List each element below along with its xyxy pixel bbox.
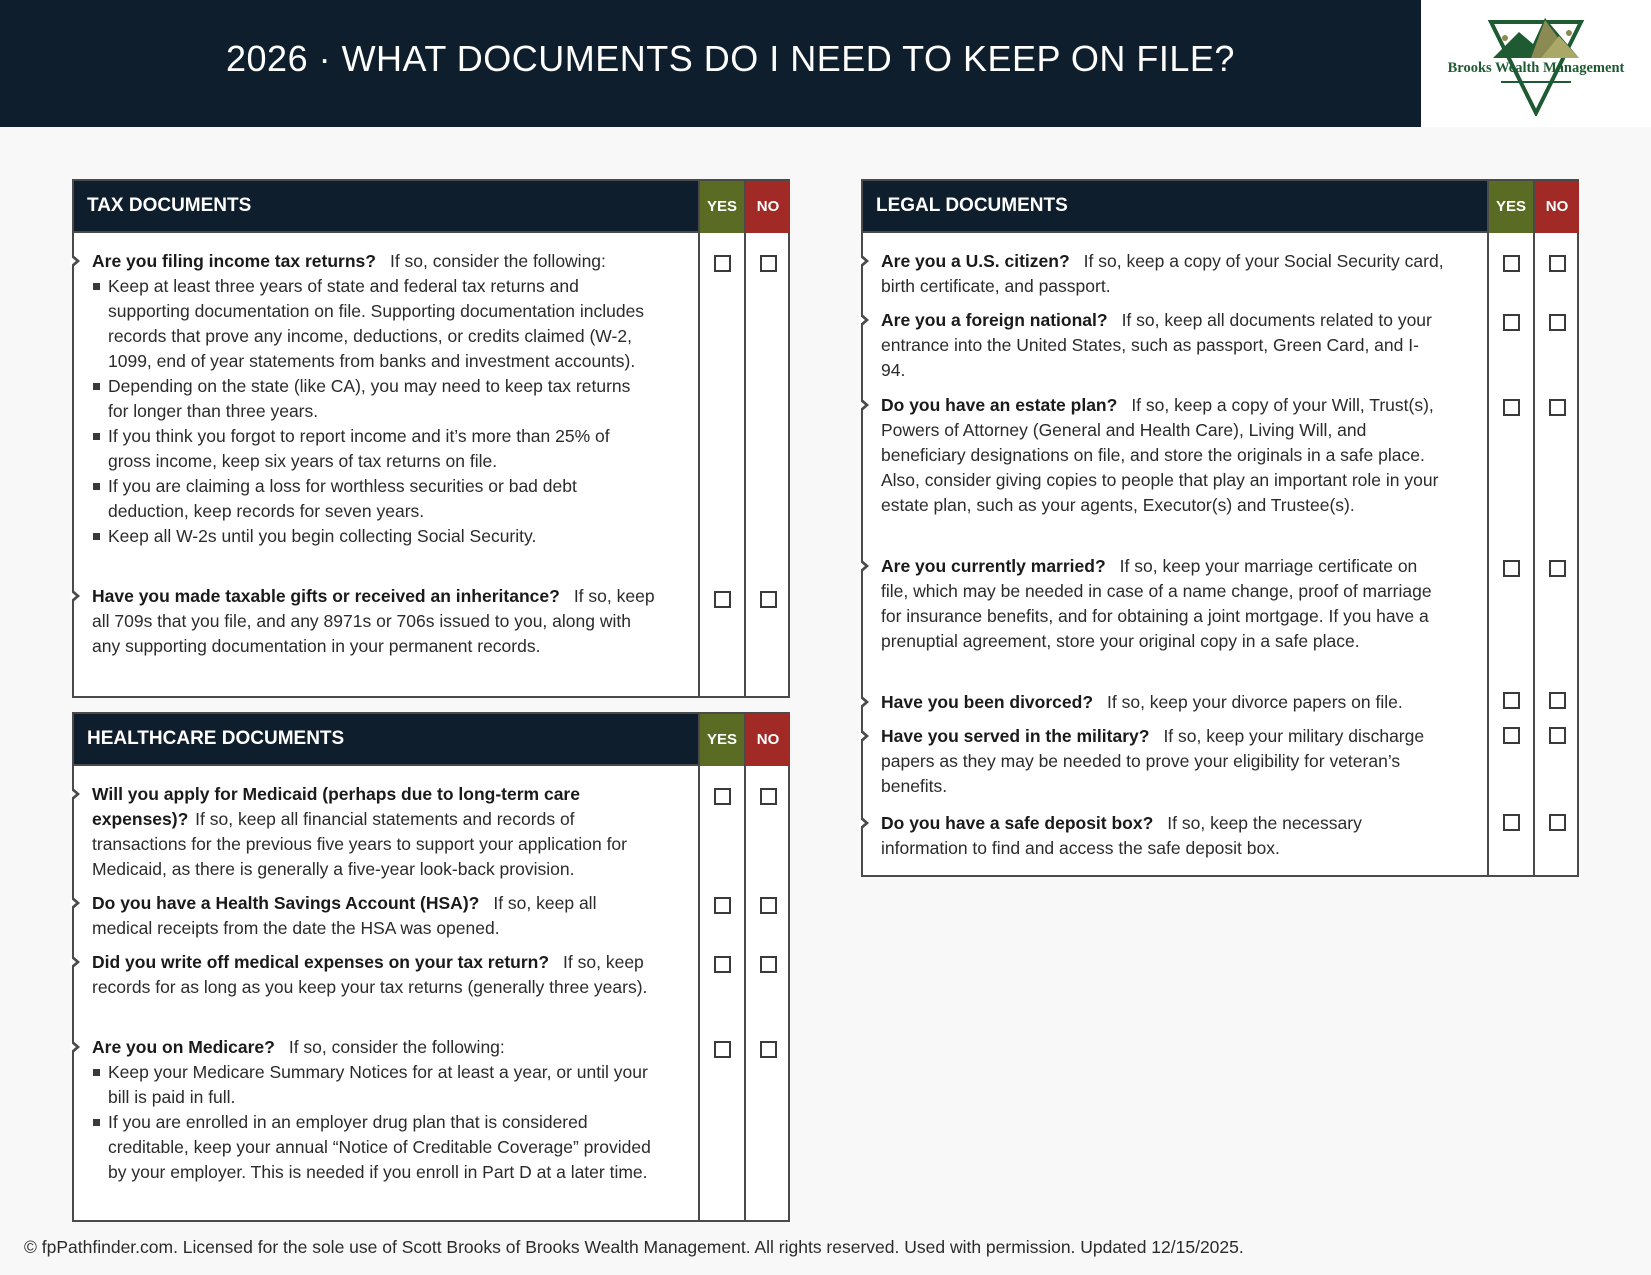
question-text: Have you been divorced? <box>881 692 1094 712</box>
answer-text: If so, keep all documents related to your entrance into the United States, such as passport, Green Card, and I-94. <box>881 310 1432 380</box>
yes-checkbox[interactable] <box>714 1041 731 1058</box>
row-arrow-icon <box>72 896 80 910</box>
section-header <box>74 181 788 233</box>
copyright-footer: © fpPathfinder.com. Licensed for the sole use of Scott Brooks of Brooks Wealth Management. All rights reserved. Used with permission. Updated 12/15/2025. <box>24 1237 1244 1257</box>
yes-checkbox[interactable] <box>1503 692 1520 709</box>
section-header <box>863 181 1577 233</box>
row-arrow-icon <box>72 955 80 969</box>
column-divider <box>698 714 700 1220</box>
no-checkbox[interactable] <box>760 591 777 608</box>
no-checkbox[interactable] <box>760 956 777 973</box>
answer-text: If so, consider the following: <box>389 251 606 271</box>
row-arrow-icon <box>861 254 869 268</box>
page-title: 2026 · WHAT DOCUMENTS DO I NEED TO KEEP ON FILE? <box>226 38 1235 79</box>
question-text: Do you have a Health Savings Account (HSA)? <box>92 893 480 913</box>
list-item: If you think you forgot to report income and it’s more than 25% of gross income, keep six years of tax returns on file. <box>92 424 652 474</box>
no-column-header: NO <box>746 181 790 233</box>
row-arrow-icon <box>861 313 869 327</box>
yes-checkbox[interactable] <box>1503 255 1520 272</box>
logo-text: Brooks Wealth Management <box>1447 60 1625 76</box>
no-checkbox[interactable] <box>1549 727 1566 744</box>
no-column-header: NO <box>746 714 790 766</box>
legal-documents-section <box>861 179 1579 877</box>
yes-checkbox[interactable] <box>1503 560 1520 577</box>
no-checkbox[interactable] <box>1549 255 1566 272</box>
answer-text: If so, keep a copy of your Will, Trust(s), Powers of Attorney (General and Health Care), Living Will, and beneficiary designations on file, and store the originals in a safe place. Also, consider giving copies to people that play an important role in your estate plan, such as your agents, Executor(s) and Trustee(s). <box>881 395 1439 515</box>
no-checkbox[interactable] <box>1549 814 1566 831</box>
column-divider <box>698 181 700 696</box>
question-text: Did you write off medical expenses on your tax return? <box>92 952 550 972</box>
yes-column-header: YES <box>700 714 744 766</box>
no-checkbox[interactable] <box>760 255 777 272</box>
section-title: HEALTHCARE DOCUMENTS <box>87 728 345 749</box>
logo <box>1421 0 1651 127</box>
row-arrow-icon <box>861 398 869 412</box>
column-divider <box>744 714 746 1220</box>
column-divider <box>744 181 746 696</box>
section-title: TAX DOCUMENTS <box>87 195 252 216</box>
question-text: Are you currently married? <box>881 556 1106 576</box>
yes-checkbox[interactable] <box>714 956 731 973</box>
yes-checkbox[interactable] <box>714 788 731 805</box>
question-text: Are you on Medicare? <box>92 1037 275 1057</box>
row-arrow-icon <box>861 729 869 743</box>
row-arrow-icon <box>861 816 869 830</box>
answer-text: If so, keep your divorce papers on file. <box>1107 692 1403 712</box>
no-checkbox[interactable] <box>1549 399 1566 416</box>
column-divider <box>1487 181 1489 875</box>
row-arrow-icon <box>72 787 80 801</box>
yes-checkbox[interactable] <box>714 897 731 914</box>
question-text: Are you a U.S. citizen? <box>881 251 1070 271</box>
row-arrow-icon <box>72 1040 80 1054</box>
question-text: Have you made taxable gifts or received an inheritance? <box>92 586 560 606</box>
yes-checkbox[interactable] <box>1503 727 1520 744</box>
answer-text: If so, keep records for as long as you keep your tax returns (generally three years). <box>92 952 648 997</box>
row-arrow-icon <box>72 589 80 603</box>
no-checkbox[interactable] <box>1549 314 1566 331</box>
answer-text: If so, consider the following: <box>288 1037 505 1057</box>
section-header <box>74 714 788 766</box>
yes-checkbox[interactable] <box>714 255 731 272</box>
answer-text: If so, keep all 709s that you file, and any 8971s or 706s issued to you, along with any supporting documentation in your permanent records. <box>92 586 655 656</box>
yes-checkbox[interactable] <box>1503 314 1520 331</box>
question-text: Do you have an estate plan? <box>881 395 1118 415</box>
list-item: Keep all W-2s until you begin collecting Social Security. <box>92 524 652 549</box>
no-checkbox[interactable] <box>760 897 777 914</box>
row-arrow-icon <box>861 559 869 573</box>
yes-column-header: YES <box>1489 181 1533 233</box>
row-arrow-icon <box>72 254 80 268</box>
list-item: Keep at least three years of state and federal tax returns and supporting documentation on file. Supporting documentation includes records that prove any income, deductions, or credits claimed (W-2, 1099, end of year statements from banks and investment accounts). <box>92 274 652 374</box>
yes-checkbox[interactable] <box>1503 814 1520 831</box>
answer-text: If so, keep all medical receipts from the date the HSA was opened. <box>92 893 597 938</box>
column-divider <box>1533 181 1535 875</box>
yes-column-header: YES <box>700 181 744 233</box>
page-header <box>0 0 1421 127</box>
no-checkbox[interactable] <box>1549 692 1566 709</box>
list-item: Keep your Medicare Summary Notices for at least a year, or until your bill is paid in full. <box>92 1060 652 1110</box>
no-checkbox[interactable] <box>760 788 777 805</box>
yes-checkbox[interactable] <box>714 591 731 608</box>
question-text: Are you filing income tax returns? <box>92 251 376 271</box>
no-checkbox[interactable] <box>1549 560 1566 577</box>
list-item: If you are claiming a loss for worthless securities or bad debt deduction, keep records for seven years. <box>92 474 652 524</box>
no-checkbox[interactable] <box>760 1041 777 1058</box>
question-text: Will you apply for Medicaid (perhaps due to long-term care expenses)? <box>92 784 580 829</box>
answer-text: If so, keep the necessary information to find and access the safe deposit box. <box>881 813 1362 858</box>
answer-text: If so, keep your marriage certificate on file, which may be needed in case of a name change, proof of marriage for insurance benefits, and for obtaining a joint mortgage. If you have a prenuptial agreement, store your original copy in a safe place. <box>881 556 1432 651</box>
healthcare-documents-section <box>72 712 790 1222</box>
answer-text: If so, keep all financial statements and records of transactions for the previous five years to support your application for Medicaid, as there is generally a five-year look-back provision. <box>92 809 627 879</box>
question-text: Do you have a safe deposit box? <box>881 813 1154 833</box>
row-arrow-icon <box>861 695 869 709</box>
answer-text: If so, keep a copy of your Social Security card, birth certificate, and passport. <box>881 251 1444 296</box>
answer-text: If so, keep your military discharge papers as they may be needed to prove your eligibility for veteran’s benefits. <box>881 726 1425 796</box>
question-text: Have you served in the military? <box>881 726 1150 746</box>
question-text: Are you a foreign national? <box>881 310 1108 330</box>
no-column-header: NO <box>1535 181 1579 233</box>
section-title: LEGAL DOCUMENTS <box>876 195 1068 216</box>
list-item: Depending on the state (like CA), you may need to keep tax returns for longer than three years. <box>92 374 652 424</box>
list-item: If you are enrolled in an employer drug plan that is considered creditable, keep your annual “Notice of Creditable Coverage” provided by your employer. This is needed if you enroll in Part D at a later time. <box>92 1110 652 1185</box>
tax-documents-section <box>72 179 790 698</box>
yes-checkbox[interactable] <box>1503 399 1520 416</box>
